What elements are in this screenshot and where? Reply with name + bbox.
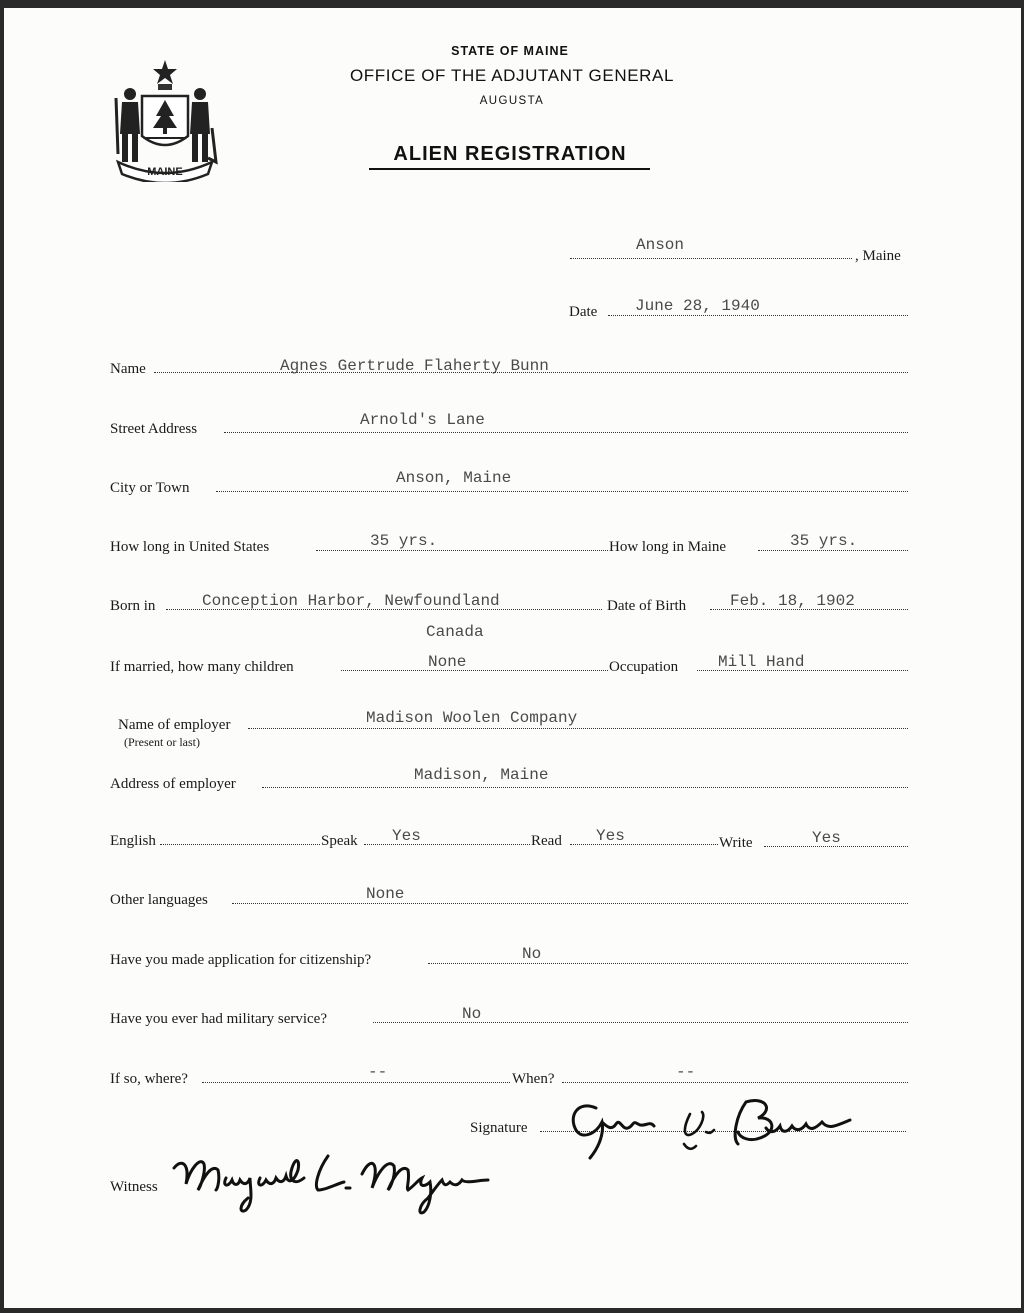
office-heading: OFFICE OF THE ADJUTANT GENERAL xyxy=(349,66,675,85)
when-line xyxy=(562,1082,908,1083)
employer-address-value: Madison, Maine xyxy=(414,766,549,784)
children-line xyxy=(341,670,608,671)
witness-label: Witness xyxy=(110,1179,158,1195)
title-underline xyxy=(369,168,650,170)
witness-signature xyxy=(168,1140,504,1220)
write-label: Write xyxy=(719,835,753,851)
where-line xyxy=(202,1082,510,1083)
children-value: None xyxy=(428,653,467,671)
employer-value: Madison Woolen Company xyxy=(366,709,578,727)
maine-duration-label: How long in Maine xyxy=(609,539,727,555)
name-value: Agnes Gertrude Flaherty Bunn xyxy=(280,357,549,375)
read-label: Read xyxy=(531,833,562,849)
svg-text:MAINE: MAINE xyxy=(147,166,183,178)
military-value: No xyxy=(462,1005,482,1023)
place-suffix-label: , Maine xyxy=(855,248,901,264)
read-value: Yes xyxy=(596,827,625,845)
speak-value: Yes xyxy=(392,827,421,845)
us-duration-line xyxy=(316,550,608,551)
other-languages-value: None xyxy=(366,885,405,903)
employer-sublabel: (Present or last) xyxy=(124,735,200,749)
employer-line xyxy=(248,728,908,729)
street-label: Street Address xyxy=(110,421,198,437)
citizenship-label: Have you made application for citizenship? xyxy=(110,952,372,968)
when-label: When? xyxy=(512,1071,555,1087)
english-label: English xyxy=(110,833,156,849)
born-in-label: Born in xyxy=(110,598,156,614)
name-label: Name xyxy=(110,361,146,377)
military-label: Have you ever had military service? xyxy=(110,1011,327,1027)
speak-label: Speak xyxy=(321,833,358,849)
dob-value: Feb. 18, 1902 xyxy=(730,592,855,610)
place-line xyxy=(570,258,852,259)
city-line xyxy=(216,491,908,492)
street-line xyxy=(224,432,908,433)
read-line xyxy=(570,844,718,845)
scan-border-top xyxy=(0,0,1024,8)
maine-duration-value: 35 yrs. xyxy=(790,532,858,550)
dob-label: Date of Birth xyxy=(607,598,687,614)
place-value: Anson xyxy=(636,236,685,254)
signature-label: Signature xyxy=(470,1120,528,1136)
date-value: June 28, 1940 xyxy=(635,297,760,315)
employer-address-line xyxy=(262,787,908,788)
speak-line xyxy=(364,844,530,845)
us-duration-value: 35 yrs. xyxy=(370,532,438,550)
english-line xyxy=(160,844,320,845)
born-in-value: Conception Harbor, Newfoundland xyxy=(202,592,500,610)
city-heading: AUGUSTA xyxy=(479,95,545,107)
date-line xyxy=(608,315,908,316)
born-in-country-note: Canada xyxy=(426,623,484,641)
maine-duration-line xyxy=(758,550,908,551)
when-value: -- xyxy=(676,1063,696,1081)
write-value: Yes xyxy=(812,829,841,847)
us-duration-label: How long in United States xyxy=(110,539,270,555)
scan-border-left xyxy=(0,0,4,1313)
military-line xyxy=(373,1022,908,1023)
city-label: City or Town xyxy=(110,480,190,496)
scan-border-bottom xyxy=(0,1308,1024,1313)
date-label: Date xyxy=(569,304,598,320)
occupation-value: Mill Hand xyxy=(718,653,805,671)
occupation-label: Occupation xyxy=(609,659,679,675)
city-value: Anson, Maine xyxy=(396,469,512,487)
other-languages-label: Other languages xyxy=(110,892,208,908)
other-languages-line xyxy=(232,903,908,904)
street-value: Arnold's Lane xyxy=(360,411,485,429)
children-label: If married, how many children xyxy=(110,659,294,675)
employer-address-label: Address of employer xyxy=(110,776,236,792)
form-title: ALIEN REGISTRATION xyxy=(393,143,627,165)
state-heading: STATE OF MAINE xyxy=(451,44,569,58)
citizenship-line xyxy=(428,963,908,964)
where-value: -- xyxy=(368,1063,388,1081)
applicant-signature xyxy=(560,1086,870,1166)
where-label: If so, where? xyxy=(110,1071,188,1087)
employer-label: Name of employer xyxy=(118,717,231,733)
citizenship-value: No xyxy=(522,945,542,963)
